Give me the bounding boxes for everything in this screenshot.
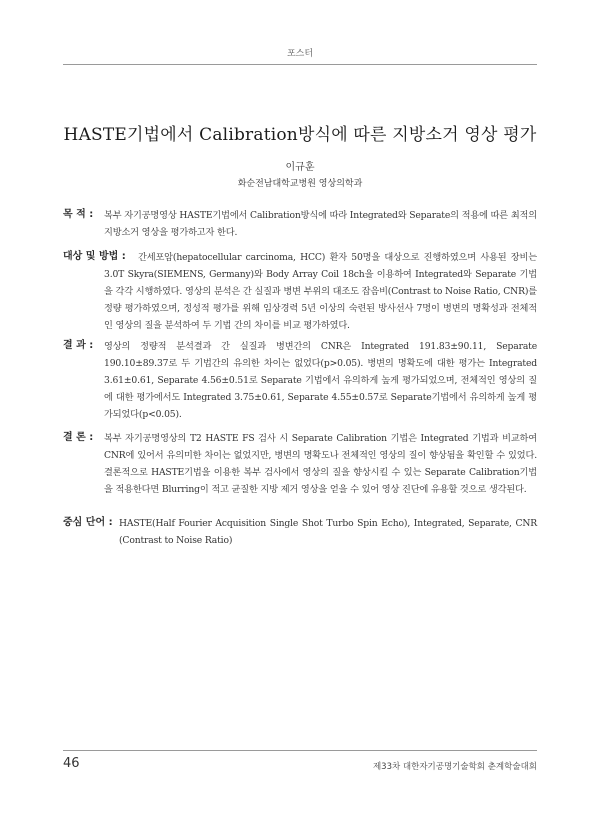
header-divider — [63, 64, 537, 65]
page-number: 46 — [63, 756, 80, 771]
running-header: 포스터 — [286, 49, 314, 59]
author-name: 이규훈 — [285, 162, 315, 173]
section-text: 간세포암(hepatocellular carcinoma, HCC) 환자 50명을 대상으로 진행하였으며 사용된 장비는 3.0T Skyra(SIEMENS, Germany)와 Body Array Coil 18ch을 이용하여 Integrated와 Separate 기법을 각각 시행하였다. 영상의 분석은 간 실질과 병변 부위의 대조도 잡음비(Contrast to Noise Ratio, CNR)를 정량 평가하였으며, 정성적 평가를 위해 임상경력 5년 이상의 숙련된 방사선사 7명이 병변의 명확성과 전체적인 영상의 질을 분석하여 두 기법 간의 차이를 비교 평가하였다. — [104, 252, 537, 331]
section-conclusion — [63, 430, 537, 514]
author-affiliation: 화순전남대학교병원 영상의학과 — [237, 179, 363, 189]
section-label: 대상 및 방법 : — [63, 251, 126, 262]
section-text: 복부 자기공명영상 HASTE기법에서 Calibration방식에 따라 Integrated와 Separate의 적용에 따른 최적의 지방소거 영상을 평가하고자 한다. — [104, 210, 537, 238]
section-keywords — [63, 515, 537, 551]
section-label: 결 론 : — [63, 432, 94, 443]
section-text: 영상의 정량적 분석결과 간 실질과 병변간의 CNR은 Integrated 191.83±90.11, Separate 190.10±89.37로 두 기법간의 유의한 차이는 없었다(p>0.05). 병변의 명확도에 대한 평가는 Integrated 3.61±0.61, Separate 4.56±0.51로 Separate 기법에서 유의하게 높게 평가되었으며, 전체적인 영상의 질에 대한 평가에서도 Integrated 3.75±0.61, Separate 4.55±0.57로 Separate기법에서 유의하게 높게 평가되었다(p<0.05). — [104, 341, 537, 420]
section-label: 중심 단어 : — [63, 517, 113, 528]
section-methods — [63, 249, 537, 333]
paper-title: HASTE기법에서 Calibration방식에 따른 지방소거 영상 평가 — [63, 125, 537, 145]
section-purpose — [63, 207, 537, 243]
footer-divider — [63, 750, 537, 751]
section-text: 복부 자기공명영상의 T2 HASTE FS 검사 시 Separate Calibration 기법은 Integrated 기법과 비교하여 CNR에 있어서 유의미한 차이는 없었지만, 병변의 명확도나 전체적인 영상의 질이 향상됨을 확인할 수 있었다. 결론적으로 HASTE기법을 이용한 복부 검사에서 영상의 질을 향상시킬 수 있는 Separate Calibration기법을 적용한다면 Blurring이 적고 균질한 지방 제거 영상을 얻을 수 있어 영상 진단에 유용할 것으로 생각된다. — [104, 433, 537, 495]
section-label: 결 과 : — [63, 340, 94, 351]
section-label: 목 적 : — [63, 209, 94, 220]
conference-name: 제33차 대한자기공명기술학회 춘계학술대회 — [372, 762, 537, 772]
section-results — [63, 338, 537, 422]
section-text: HASTE(Half Fourier Acquisition Single Shot Turbo Spin Echo), Integrated, Separate, CNR (Contrast to Noise Ratio) — [119, 518, 537, 546]
